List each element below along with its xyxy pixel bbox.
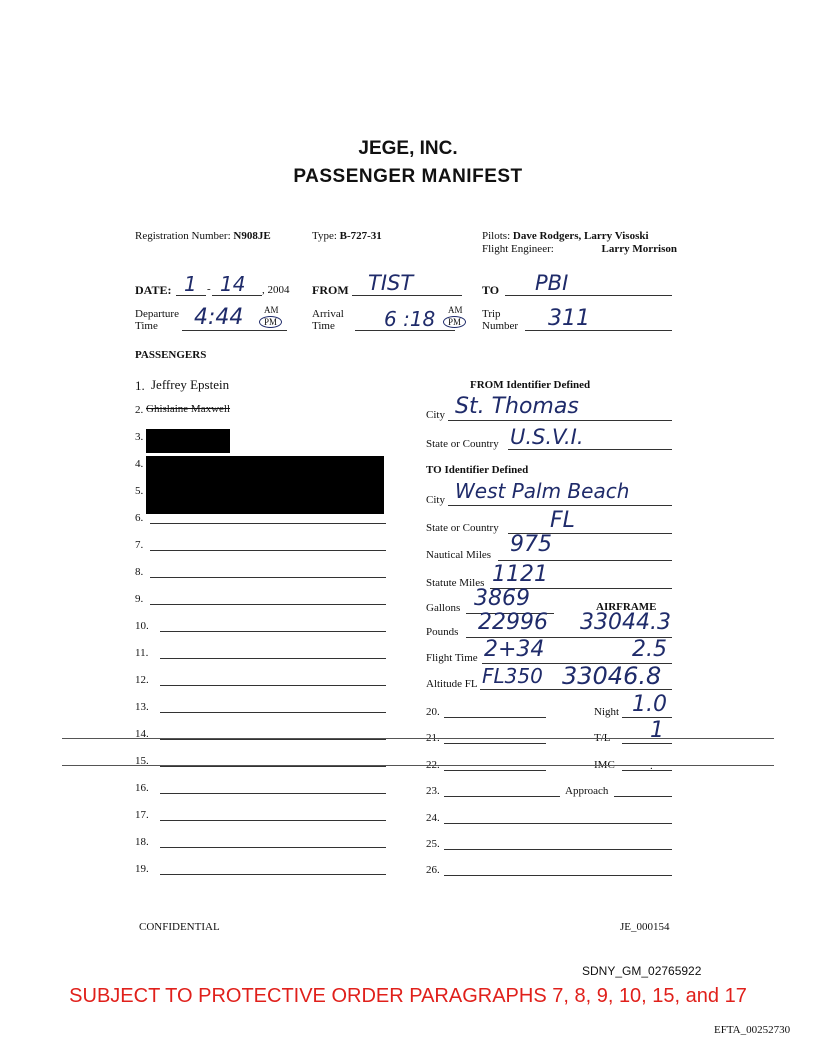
row-21-number: 21. <box>426 732 440 744</box>
to-label: TO <box>482 283 500 297</box>
passenger-number: 4. <box>135 458 144 470</box>
from-value: TIST <box>368 271 414 295</box>
flight-engineer <box>482 243 677 255</box>
type-label: Type: <box>312 230 337 242</box>
passenger-number: 7. <box>135 539 144 551</box>
row-26-number: 26. <box>426 864 440 876</box>
pilots-label: Pilots: <box>482 230 511 242</box>
type-value: B-727-31 <box>339 230 382 242</box>
from-city-label: City <box>426 409 445 421</box>
nautical-miles-label: Nautical Miles <box>426 549 492 561</box>
passenger-number: 11. <box>135 647 149 659</box>
trip-value: 311 <box>548 306 590 331</box>
gallons-value: 3869 <box>474 586 530 611</box>
arrival-am: AM <box>448 305 463 315</box>
registration-label: Registration Number: <box>135 230 231 242</box>
departure-am: AM <box>264 305 279 315</box>
to-city-value: West Palm Beach <box>455 479 630 503</box>
date-label: DATE: <box>135 283 172 297</box>
passenger-number: 12. <box>135 674 149 686</box>
confidential-label: CONFIDENTIAL <box>139 921 220 933</box>
altitude-value: FL350 <box>482 664 543 688</box>
passenger-number: 15. <box>135 755 149 767</box>
night-label: Night <box>594 706 620 718</box>
nautical-miles-value: 975 <box>510 532 552 557</box>
passenger-number: 3. <box>135 431 144 443</box>
passenger-number: 16. <box>135 782 149 794</box>
arrival-label: Arrival Time <box>312 308 344 332</box>
efta-number: EFTA_00252730 <box>714 1024 791 1036</box>
company-name: JEGE, INC. <box>358 138 458 159</box>
passenger-number: 18. <box>135 836 149 848</box>
document-id: JE_000154 <box>620 921 670 933</box>
tl-label: T/L <box>594 732 611 744</box>
airframe-value-3: 33046.8 <box>562 662 662 690</box>
pounds-label: Pounds <box>426 626 459 638</box>
row-20-number: 20. <box>426 706 440 718</box>
trip-label: Trip Number <box>482 308 519 332</box>
flight-time-value: 2+34 <box>484 637 545 662</box>
tl-value: 1 <box>650 718 664 743</box>
row-23-number: 23. <box>426 785 440 797</box>
to-state-label: State or Country <box>426 522 499 534</box>
passenger-number: 5. <box>135 485 144 497</box>
registration <box>135 230 271 242</box>
aircraft-type <box>312 230 382 242</box>
passenger-number: 1. <box>135 378 145 393</box>
from-state-value: U.S.V.I. <box>510 425 584 449</box>
engineer-value: Larry Morrison <box>601 243 677 255</box>
redaction-box <box>146 456 384 514</box>
registration-value: N908JE <box>233 230 271 242</box>
approach-label: Approach <box>565 785 609 797</box>
flight-time-label: Flight Time <box>426 652 478 664</box>
passenger-number: 2. <box>135 404 144 416</box>
statute-miles-value: 1121 <box>492 562 548 587</box>
to-state-value: FL <box>550 508 575 533</box>
row-25-number: 25. <box>426 838 440 850</box>
departure-value: 4:44 <box>194 305 244 330</box>
passenger-number: 10. <box>135 620 149 632</box>
scan-line <box>62 765 774 766</box>
airframe-heading: AIRFRAME <box>596 601 657 613</box>
passenger-number: 6. <box>135 512 144 524</box>
passenger-number: 13. <box>135 701 149 713</box>
passenger-name: Ghislaine Maxwell <box>146 403 231 415</box>
from-identifier-heading: FROM Identifier Defined <box>470 379 591 391</box>
document-title: PASSENGER MANIFEST <box>293 166 523 187</box>
arrival-value: 6 :18 <box>384 307 436 331</box>
pilots <box>482 230 649 242</box>
date-day: 14 <box>220 272 246 296</box>
airframe-value-1: 33044.3 <box>580 610 671 635</box>
airframe-value-2: 2.5 <box>632 637 667 662</box>
to-identifier-heading: TO Identifier Defined <box>426 464 529 476</box>
from-label: FROM <box>312 283 349 297</box>
passenger-number: 17. <box>135 809 149 821</box>
from-city-value: St. Thomas <box>455 394 579 419</box>
passenger-number: 19. <box>135 863 149 875</box>
row-24-number: 24. <box>426 812 440 824</box>
protective-order-notice: SUBJECT TO PROTECTIVE ORDER PARAGRAPHS 7, 8, 9, 10, 15, and 17 <box>69 985 747 1007</box>
scan-line <box>62 738 774 739</box>
date-month: 1 <box>184 272 197 296</box>
departure-label: Departure Time <box>135 308 179 332</box>
to-city-label: City <box>426 494 445 506</box>
passenger-number: 14. <box>135 728 149 740</box>
imc-label: IMC <box>594 759 615 771</box>
passenger-name: Jeffrey Epstein <box>151 377 230 392</box>
engineer-label: Flight Engineer: <box>482 243 554 255</box>
from-state-label: State or Country <box>426 438 499 450</box>
passengers-heading: PASSENGERS <box>135 349 207 361</box>
row-22-number: 22. <box>426 759 440 771</box>
bates-number: SDNY_GM_02765922 <box>582 964 702 978</box>
gallons-label: Gallons <box>426 602 461 614</box>
imc-value: . <box>650 760 653 772</box>
to-value: PBI <box>535 271 569 295</box>
pounds-value: 22996 <box>478 610 548 635</box>
pilots-value: Dave Rodgers, Larry Visoski <box>512 230 649 242</box>
altitude-label: Altitude FL <box>426 678 478 690</box>
night-value: 1.0 <box>632 692 667 717</box>
passenger-number: 9. <box>135 593 144 605</box>
statute-miles-label: Statute Miles <box>426 577 485 589</box>
passenger-number: 8. <box>135 566 144 578</box>
date-year: , 2004 <box>262 284 290 296</box>
departure-pm-circled: PM <box>259 316 282 328</box>
redaction-box <box>146 429 230 453</box>
arrival-pm-circled: PM <box>443 316 466 328</box>
